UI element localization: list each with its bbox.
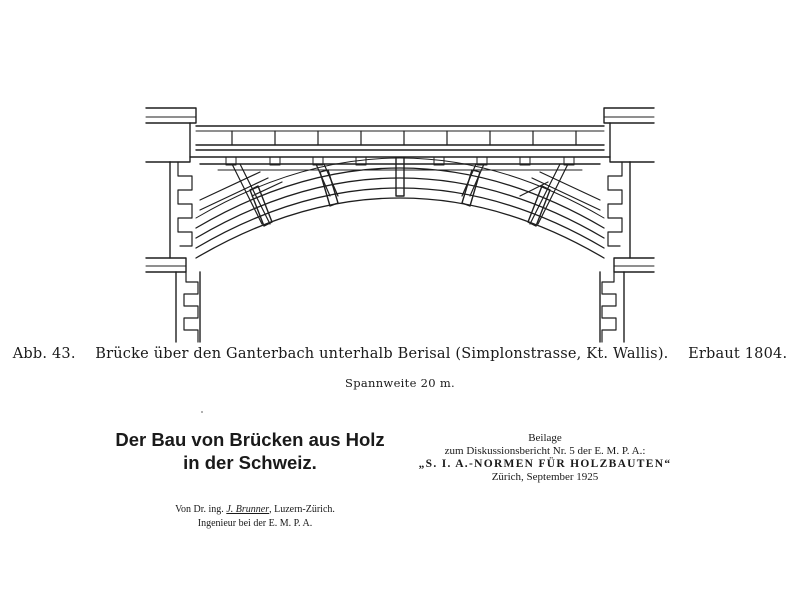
- railing: [196, 126, 604, 150]
- title-line-1: Der Bau von Brücken aus Holz: [115, 429, 385, 450]
- figure-number: Abb. 43.: [12, 346, 76, 362]
- figure-year: Erbaut 1804.: [688, 346, 788, 362]
- figure-caption-text: Brücke über den Ganterbach unterhalb Berisal (Simplonstrasse, Kt. Wallis).: [95, 346, 669, 362]
- speck: [201, 411, 203, 413]
- left-abutment: [146, 108, 200, 342]
- supplement-label: Beilage: [528, 432, 562, 444]
- author-line: [130, 503, 380, 517]
- supplement-report: zum Diskussionsbericht Nr. 5 der E. M. P. A.:: [444, 445, 646, 457]
- author-location: , Luzern-Zürich.: [269, 504, 335, 515]
- document-title: [90, 428, 410, 474]
- author-name: J. Brunner: [226, 504, 270, 515]
- supplement-block: [380, 432, 710, 484]
- deck: [190, 150, 610, 170]
- author-affiliation: Ingenieur bei der E. M. P. A.: [197, 518, 313, 529]
- supplement-place-date: Zürich, September 1925: [491, 471, 599, 483]
- supplement-norms: „S. I. A.-NORMEN FÜR HOLZBAUTEN“: [418, 458, 672, 470]
- author-block: [130, 503, 380, 531]
- right-abutment: [600, 108, 654, 342]
- title-line-2: in der Schweiz.: [183, 452, 317, 473]
- span-note: Spannweite 20 m.: [345, 376, 455, 390]
- figure-caption: [0, 346, 800, 362]
- author-prefix: Von Dr. ing.: [175, 504, 224, 515]
